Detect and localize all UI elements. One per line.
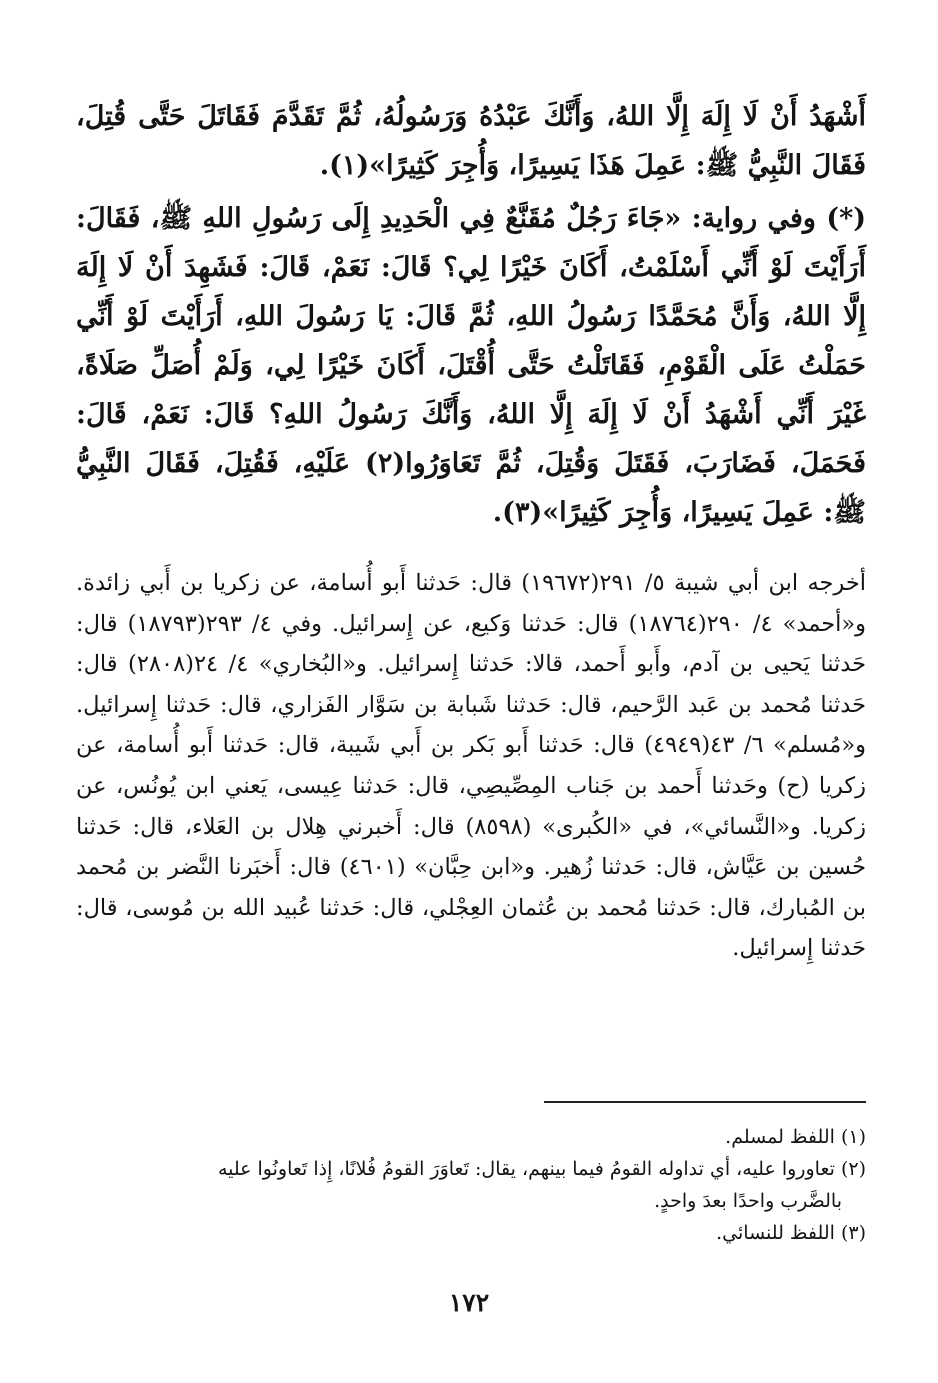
hadith-text-block bbox=[76, 92, 866, 537]
footnote-2: (٢) تعاوروا عليه، أي تداوله القومُ فيما بينهم، يقال: تَعاوَرَ القومُ فُلانًا، إِذا تَعاونُوا عليه bbox=[217, 1158, 866, 1180]
footnotes-block bbox=[76, 1121, 866, 1249]
hadith-paragraph-2: (*) وفي رواية: «جَاءَ رَجُلٌ مُقَنَّعٌ فِي الْحَدِيدِ إِلَى رَسُولِ اللهِ ﷺ، فَقَالَ: أَرَأَيْتَ لَوْ أَنِّي أَسْلَمْتُ، أَكَانَ خَيْرًا لِي؟ قَالَ: نَعَمْ، قَالَ: فَشَهِدَ أَنْ لَا إِلَهَ إِلَّا اللهُ، وَأَنَّ مُحَمَّدًا رَسُولُ اللهِ، ثُمَّ قَالَ: يَا رَسُولَ اللهِ، أَرَأَيْتَ لَوْ أَنِّي حَمَلْتُ عَلَى الْقَوْمِ، فَقَاتَلْتُ حَتَّى أُقْتَلَ، أَكَانَ خَيْرًا لِي، وَلَمْ أُصَلِّ صَلَاةً، غَيْرَ أَنِّي أَشْهَدُ أَنْ لَا إِلَهَ إِلَّا اللهُ، وَأَنَّكَ رَسُولُ اللهِ؟ قَالَ: نَعَمْ، قَالَ: فَحَمَلَ، فَضَارَبَ، فَقَتَلَ وَقُتِلَ، ثُمَّ تَعَاوَرُوا(٢) عَلَيْهِ، فَقُتِلَ، فَقَالَ النَّبِيُّ ﷺ: عَمِلَ يَسِيرًا، وَأُجِرَ كَثِيرًا»(٣). bbox=[76, 203, 866, 528]
footnote-separator bbox=[544, 1101, 866, 1103]
takhrij-block bbox=[76, 563, 866, 969]
footnote-2-continuation: بالضَّرب واحدًا بعدَ واحدٍ. bbox=[654, 1190, 842, 1212]
footnote-1: (١) اللفظ لمسلم. bbox=[725, 1126, 866, 1148]
footnote-3: (٣) اللفظ للنسائي. bbox=[716, 1222, 866, 1244]
page-number: ١٧٢ bbox=[448, 1288, 490, 1317]
hadith-paragraph-1: أَشْهَدُ أَنْ لَا إِلَهَ إِلَّا اللهُ، وَأَنَّكَ عَبْدُهُ وَرَسُولُهُ، ثُمَّ تَقَدَّمَ فَقَاتَلَ حَتَّى قُتِلَ، فَقَالَ النَّبِيُّ ﷺ: عَمِلَ هَذَا يَسِيرًا، وَأُجِرَ كَثِيرًا»(١). bbox=[76, 101, 866, 181]
takhrij-paragraph: أخرجه ابن أبي شيبة ٥/ ٢٩١(١٩٦٧٢) قال: حَدثنا أَبو أُسامة، عن زكريا بن أَبي زائدة. و«أحمد» ٤/ ٢٩٠(١٨٧٦٤) قال: حَدثنا وَكيع، عن إِسرائيل. وفي ٤/ ٢٩٣(١٨٧٩٣) قال: حَدثنا يَحيى بن آدم، وأَبو أَحمد، قالا: حَدثنا إِسرائيل. و«البُخاري» ٤/ ٢٤(٢٨٠٨) قال: حَدثنا مُحمد بن عَبد الرَّحيم، قال: حَدثنا شَبابة بن سَوَّار الفَزاري، قال: حَدثنا إِسرائيل. و«مُسلم» ٦/ ٤٣(٤٩٤٩) قال: حَدثنا أَبو بَكر بن أَبي شَيبة، قال: حَدثنا أَبو أُسامة، عن زكريا (ح) وحَدثنا أَحمد بن جَناب المِصِّيصِي، قال: حَدثنا عِيسى، يَعني ابن يُونُس، عن زكريا. و«النَّسائي»، في «الكُبرى» (٨٥٩٨) قال: أَخبرني هِلال بن العَلاء، قال: حَدثنا حُسين بن عَيَّاش، قال: حَدثنا زُهير. و«ابن حِبَّان» (٤٦٠١) قال: أَخبَرنا النَّضر بن مُحمد بن المُبارك، قال: حَدثنا مُحمد بن عُثمان العِجْلي، قال: حَدثنا عُبيد الله بن مُوسى، قال: حَدثنا إِسرائيل. bbox=[76, 570, 867, 962]
